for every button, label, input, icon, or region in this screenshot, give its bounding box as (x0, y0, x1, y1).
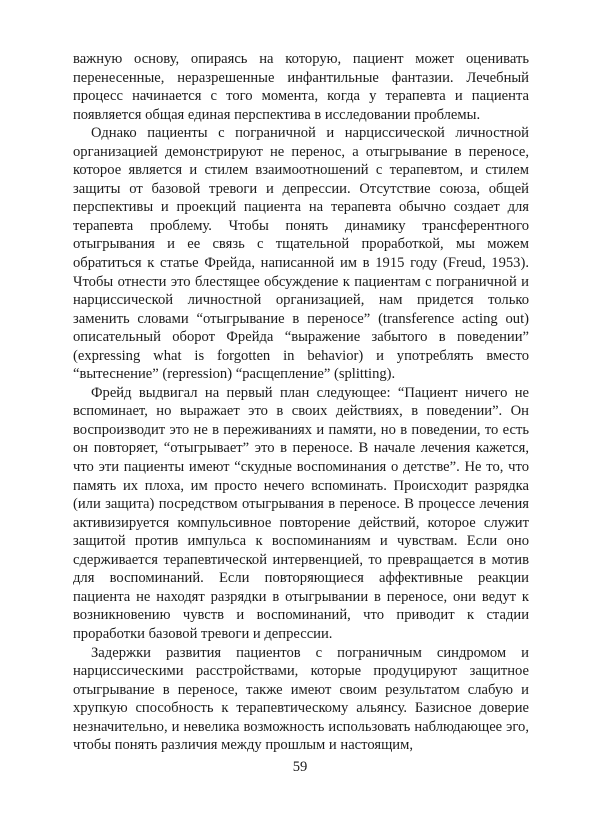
paragraph-freud: Фрейд выдвигал на первый план следующее: “Пациент ничего не вспоминает, но выражает это в своих действиях, в поведении”. Он воспроизводит это не в переживаниях и памяти, но в поведении, то есть он повторяет, “отыгрывает” это в переносе. В начале лечения кажется, что эти пациенты имеют “скудные воспоминания о детстве”. Не то, что память их плоха, им просто нечего вспоминать. Происходит разрядка (или защита) посредством отыгрывания в переносе. В процессе лечения активизируется компульсивное повторение действий, которое служит защитой против импульса к воспоминаниям и чувствам. Если оно сдерживается терапевтической интервенцией, то превращается в мотив для воспоминаний. Если повторяющиеся аффективные реакции пациента не находят разрядки в отыгрывании в переносе, они ведут к возникновению чувств и воспоминаний, что приводит к стадии проработки базовой тревоги и депрессии. (73, 384, 529, 642)
paragraph-developmental-delays: Задержки развития пациентов с пограничным синдромом и нарциссическими расстройствами, которые продуцируют защитное отыгрывание в переносе, также имеют своим результатом слабую и хрупкую способность к терапевтическому альянсу. Базисное доверие незначительно, и невелика возможность использовать наблюдающее эго, чтобы понять различия между прошлым и настоящим, (73, 644, 529, 754)
paragraph-continuation: важную основу, опираясь на которую, пациент может оценивать перенесенные, неразрешенные инфантильные фантазии. Лечебный процесс начинается с того момента, когда у терапевта и пациента появляется общая единая перспектива в исследовании проблемы. (73, 51, 529, 123)
page-number: 59 (292, 759, 308, 775)
page-body (73, 50, 529, 755)
paragraph-acting-out: Однако пациенты с пограничной и нарциссической личностной организацией демонстрируют не перенос, а отыгрывание в переносе, которое является и стилем взаимоотношений с терапевтом, и стилем защиты от базовой тревоги и депрессии. Отсутствие союза, общей перспективы и проекций пациента на терапевта обычно создает для терапевта проблему. Чтобы понять динамику трансферентного отыгрывания и ее связь с тщательной проработкой, мы можем обратиться к статье Фрейда, написанной им в 1915 году (Freud, 1953). Чтобы отнести это блестящее обсуждение к пациентам с пограничной и нарциссической личностной организацией, нам придется только заменить словами “отыгрывание в переносе” (transference acting out) описательный оборот Фрейда “выражение забытого в поведении” (expressing what is forgotten in behavior) и употреблять вместо “вытеснение” (repression) “расщепление” (splitting). (73, 125, 529, 383)
